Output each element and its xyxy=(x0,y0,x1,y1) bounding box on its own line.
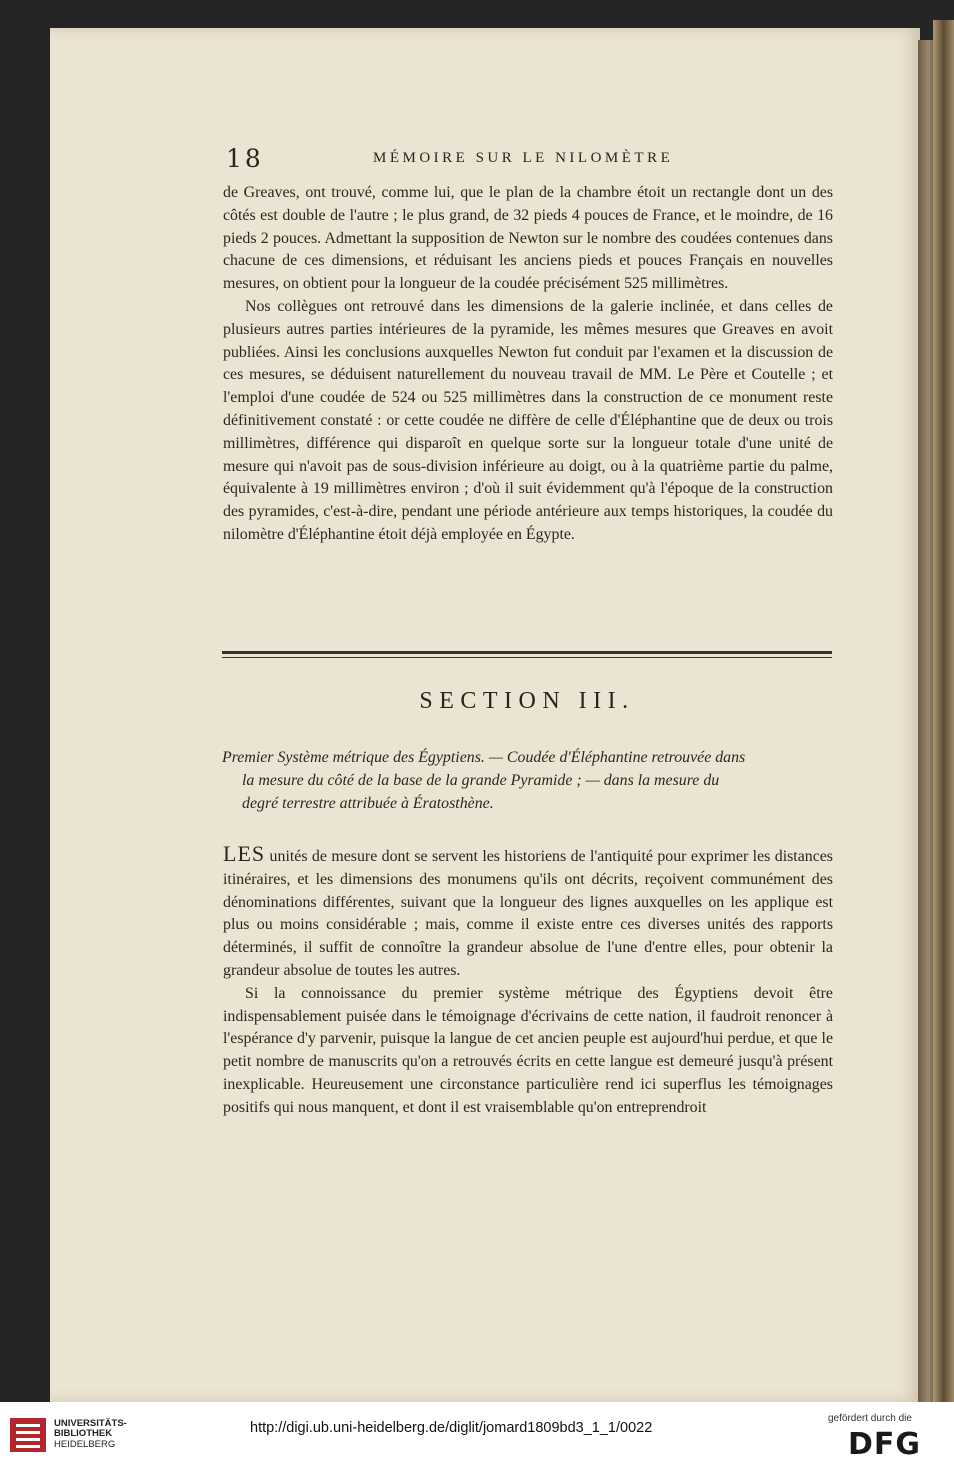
section-rule-thick xyxy=(222,651,832,654)
paragraph-3 xyxy=(223,843,833,983)
section-rule-thin xyxy=(222,657,832,658)
library-name-line-1: UNIVERSITÄTS- xyxy=(54,1418,127,1429)
permalink-url[interactable]: http://digi.ub.uni-heidelberg.de/diglit/jomard1809bd3_1_1/0022 xyxy=(250,1420,653,1436)
paragraph-3-text: unités de mesure dont se servent les historiens de l'antiquité pour exprimer les distances itinéraires, et les dimensions des monumens qu'ils ont décrits, reçoivent communément des dénominations différentes, suivant que la longueur des lignes auxquelles on les applique est plus ou moins considérable ; mais, comme il existe entre ces diverses unités des rapports déterminés, il suffit de connoître la grandeur absolue de l'une d'entre elles, pour obtenir la grandeur absolue de toutes les autres. xyxy=(223,848,833,979)
dfg-logo-icon: DFG xyxy=(848,1427,922,1462)
paragraph-dropcap: LES xyxy=(223,841,266,866)
page-number: 18 xyxy=(226,144,264,173)
library-name-line-2: BIBLIOTHEK xyxy=(54,1428,113,1439)
text-block-top xyxy=(223,182,833,547)
text-block-bottom xyxy=(223,843,833,1120)
section-subtitle xyxy=(222,746,832,815)
funded-by-label: gefördert durch die xyxy=(828,1413,912,1424)
viewer-footer xyxy=(0,1402,954,1472)
subtitle-line-1: Premier Système métrique des Égyptiens. — Coudée d'Éléphantine retrouvée dans xyxy=(222,749,746,766)
section-heading: SECTION III. xyxy=(419,688,635,714)
subtitle-line-2: la mesure du côté de la base de la grande Pyramide ; — dans la mesure du xyxy=(242,772,720,789)
running-head xyxy=(226,146,832,172)
paragraph-2: Nos collègues ont retrouvé dans les dimensions de la galerie inclinée, et dans celles de plusieurs autres parties intérieures de la pyramide, les mêmes mesures que Greaves en avoit publiées. Ainsi les conclusions auxquelles Newton fut conduit par l'examen et la discussion de ces mesures, se déduisent naturellement du nouveau travail de MM. Le Père et Coutelle ; et l'emploi d'une coudée de 524 ou 525 millimètres dans la construction de ce monument reste définitivement constaté : or cette coudée ne diffère de celle d'Éléphantine que de deux ou trois millimètres, différence qui disparoît en quelque sorte sur la longueur totale d'une unité de mesure qui n'avoit pas de sous-division inférieure au doigt, ou à la quatrième partie du palme, équivalente à 19 millimètres environ ; d'où il suit évidemment qu'à l'époque de la construction des pyramides, c'est-à-dire, pendant une période antérieure aux temps historiques, la coudée du nilomètre d'Éléphantine étoit déjà employée en Égypte. xyxy=(223,297,833,543)
library-name-line-3: HEIDELBERG xyxy=(54,1439,116,1450)
running-title: MÉMOIRE SUR LE NILOMÈTRE xyxy=(373,150,674,166)
subtitle-line-3: degré terrestre attribuée à Ératosthène. xyxy=(242,795,494,812)
paragraph-4: Si la connoissance du premier système métrique des Égyptiens devoit être indispensablement puisée dans le témoignage d'écrivains de cette nation, il faudroit renoncer à l'espérance d'y parvenir, puisque la langue de cet ancien peuple est aujourd'hui perdue, et que le petit nombre de manuscrits qu'on a retrouvés écrits en cette langue est demeuré jusqu'à présent inexplicable. Heureusement une circonstance particulière rend ici superflus les témoignages positifs qui nous manquent, et dont il est vraisemblable qu'on entreprendroit xyxy=(223,984,833,1116)
university-library-logo-icon xyxy=(8,1412,48,1456)
page-stack-strip xyxy=(933,20,954,1402)
paragraph-1: de Greaves, ont trouvé, comme lui, que le plan de la chambre étoit un rectangle dont un des côtés est double de l'autre ; le plus grand, de 32 pieds 4 pouces de France, et le moindre, de 16 pieds 2 pouces. Admettant la supposition de Newton sur le nombre des coudées contenues dans chacune de ces dimensions, et réduisant les anciens pieds et pouces Français en nouvelles mesures, on obtient pour la longueur de la coudée précisément 525 millimètres. xyxy=(223,184,833,293)
